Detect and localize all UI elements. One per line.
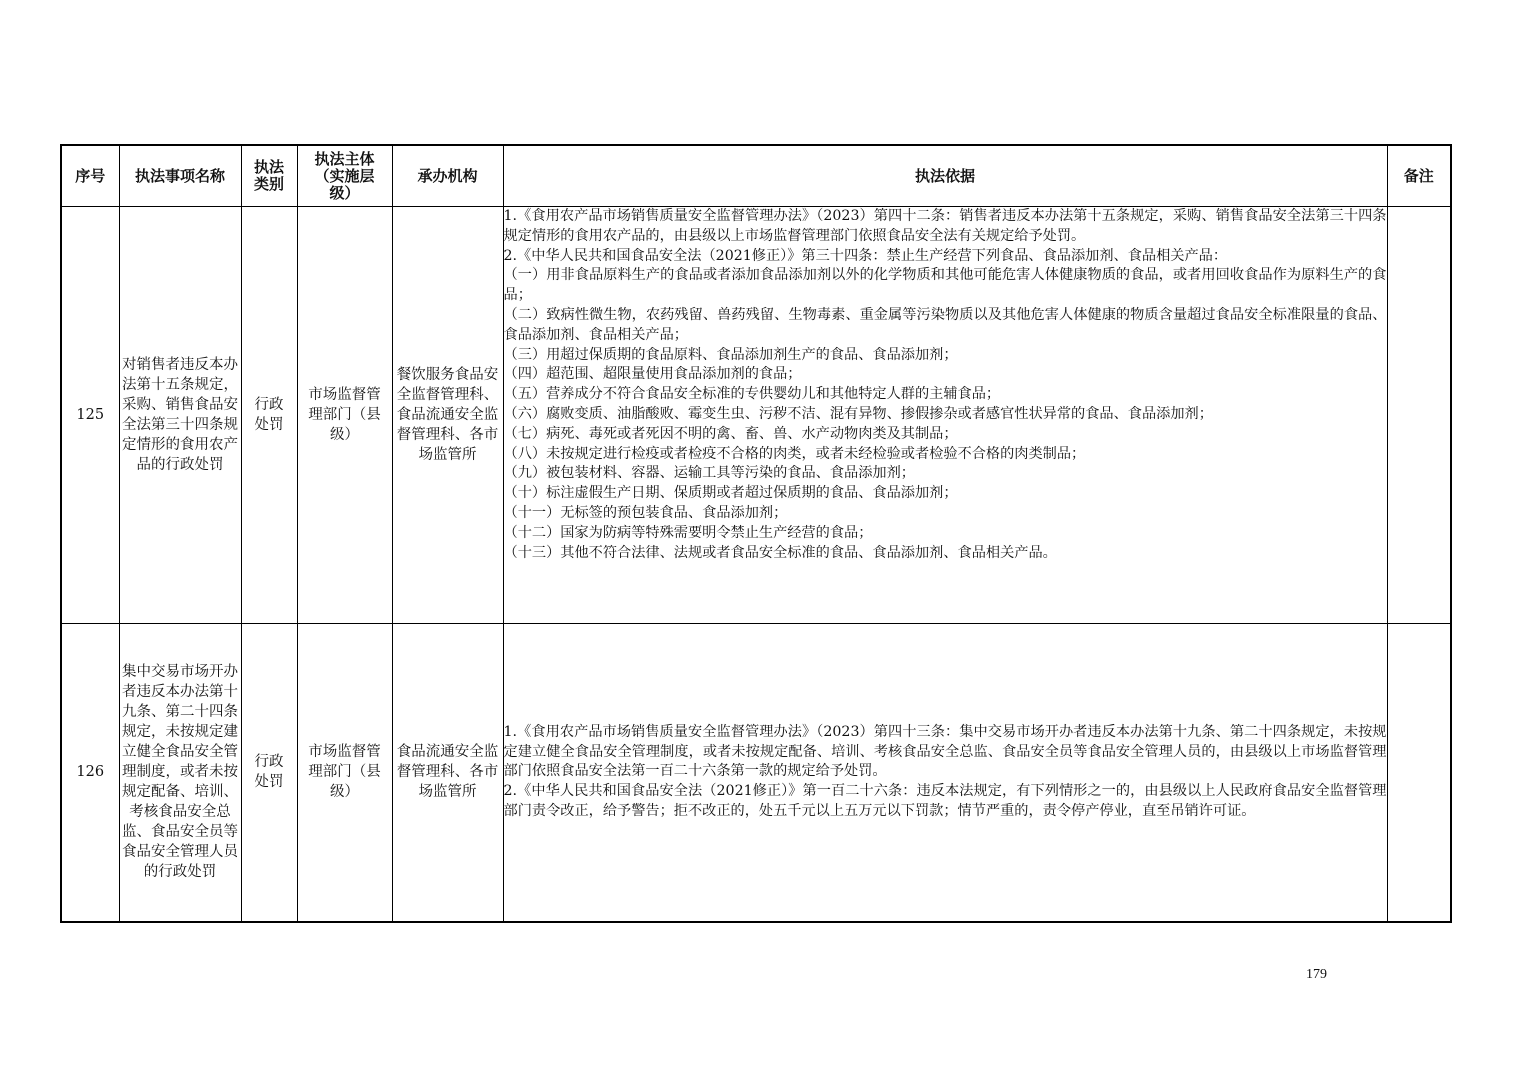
basis-line: （十三）其他不符合法律、法规或者食品安全标准的食品、食品添加剂、食品相关产品。: [503, 544, 1057, 561]
basis-line: （十一）无标签的预包装食品、食品添加剂；: [503, 504, 788, 521]
basis-line: （二）致病性微生物，农药残留、兽药残留、生物毒素、重金属等污染物质以及其他危害人体健康的物质含量超过食品安全标准限量的食品、食品添加剂、食品相关产品；: [503, 306, 1387, 343]
row-subject: 市场监督管理部门（县级）: [297, 624, 392, 922]
row-seq: 125: [61, 207, 119, 624]
row-name: 对销售者违反本办法第十五条规定，采购、销售食品安全法第三十四条规定情形的食用农产品的行政处罚: [119, 207, 241, 624]
table-row: [61, 624, 1451, 922]
basis-line: （三）用超过保质期的食品原料、食品添加剂生产的食品、食品添加剂；: [503, 346, 958, 363]
row-name: 集中交易市场开办者违反本办法第十九条、第二十四条规定，未按规定建立健全食品安全管理制度，或者未按规定配备、培训、考核食品安全总监、食品安全员等食品安全管理人员的行政处罚: [119, 624, 241, 922]
header-basis: 执法依据: [503, 145, 1387, 207]
header-subject: 执法主体（实施层级）: [297, 145, 392, 207]
header-seq: 序号: [61, 145, 119, 207]
row-remark: [1387, 624, 1451, 922]
basis-line: （十二）国家为防病等特殊需要明令禁止生产经营的食品；: [503, 524, 873, 541]
basis-line: 2.《中华人民共和国食品安全法（2021修正）》第一百二十六条：违反本法规定，有下列情形之一的，由县级以上人民政府食品安全监督管理部门责令改正，给予警告；拒不改正的，处五千元以上五万元以下罚款；情节严重的，责令停产停业，直至吊销许可证。: [503, 783, 1387, 819]
basis-line: （五）营养成分不符合食品安全标准的专供婴幼儿和其他特定人群的主辅食品；: [503, 386, 1001, 403]
header-name: 执法事项名称: [119, 145, 241, 207]
header-remark: 备注: [1387, 145, 1451, 207]
basis-line: （七）病死、毒死或者死因不明的禽、畜、兽、水产动物肉类及其制品；: [503, 425, 958, 442]
row-basis: [503, 624, 1387, 922]
header-type: 执法类别: [241, 145, 297, 207]
basis-line: （十）标注虚假生产日期、保质期或者超过保质期的食品、食品添加剂；: [503, 485, 958, 502]
row-seq: 126: [61, 624, 119, 922]
basis-line: （四）超范围、超限量使用食品添加剂的食品；: [503, 366, 802, 383]
basis-line: 1.《食用农产品市场销售质量安全监督管理办法》（2023）第四十三条：集中交易市场开办者违反本办法第十九条、第二十四条规定，未按规定建立健全食品安全管理制度，或者未按规定配备、培训、考核食品安全总监、食品安全员等食品安全管理人员的，由县级以上市场监督管理部门依照食品安全法第一百二十六条第一款的规定给予处罚。: [503, 723, 1387, 780]
basis-line: 2.《中华人民共和国食品安全法（2021修正）》第三十四条：禁止生产经营下列食品、食品添加剂、食品相关产品：: [503, 247, 1228, 264]
row-type: 行政处罚: [241, 624, 297, 922]
table-row: [61, 207, 1451, 624]
row-type: 行政处罚: [241, 207, 297, 624]
basis-line: 1.《食用农产品市场销售质量安全监督管理办法》（2023）第四十二条：销售者违反本办法第十五条规定，采购、销售食品安全法第三十四条规定情形的食用农产品的，由县级以上市场监督管理部门依照食品安全法有关规定给予处罚。: [503, 208, 1387, 244]
row-agency: 餐饮服务食品安全监督管理科、食品流通安全监督管理科、各市场监管所: [392, 207, 503, 624]
row-basis: [503, 207, 1387, 624]
header-agency: 承办机构: [392, 145, 503, 207]
basis-line: （八）未按规定进行检疫或者检疫不合格的肉类，或者未经检验或者检验不合格的肉类制品；: [503, 445, 1086, 462]
basis-line: （九）被包装材料、容器、运输工具等污染的食品、食品添加剂；: [503, 465, 915, 482]
row-agency: 食品流通安全监督管理科、各市场监管所: [392, 624, 503, 922]
header-row: [61, 145, 1451, 207]
basis-line: （六）腐败变质、油脂酸败、霉变生虫、污秽不洁、混有异物、掺假掺杂或者感官性状异常的食品、食品添加剂；: [503, 405, 1213, 422]
law-enforcement-table: [60, 144, 1452, 923]
page-number: 179: [1306, 967, 1327, 982]
basis-line: （一）用非食品原料生产的食品或者添加食品添加剂以外的化学物质和其他可能危害人体健康物质的食品，或者用回收食品作为原料生产的食品；: [503, 267, 1387, 304]
row-subject: 市场监督管理部门（县级）: [297, 207, 392, 624]
row-remark: [1387, 207, 1451, 624]
